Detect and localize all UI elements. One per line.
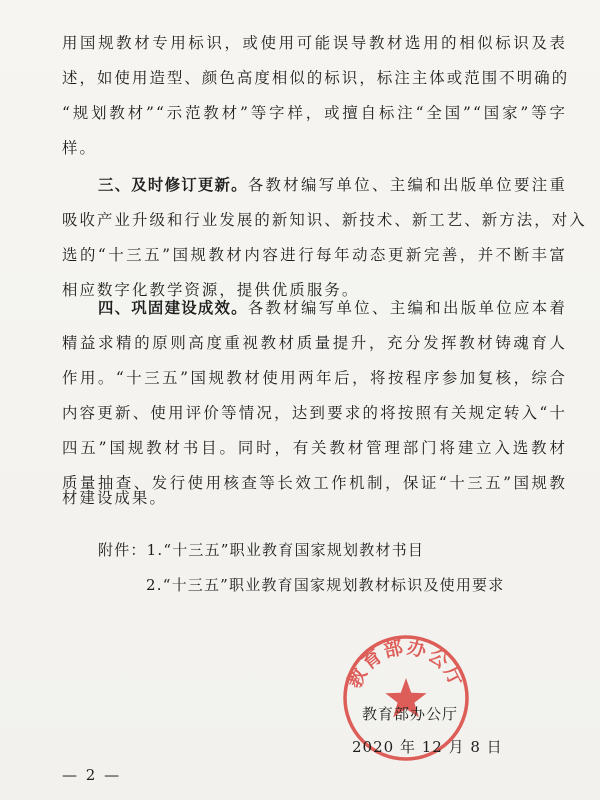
section-4-first-line (98, 298, 567, 318)
page-number: — 2 — (62, 766, 122, 784)
section-3-first-line (98, 175, 567, 195)
attachment-2 (146, 575, 504, 595)
issue-date: 2020 年 12 月 8 日 (352, 738, 503, 756)
seal-text: 教育部办公厅 (343, 636, 469, 692)
attachment-1 (98, 540, 424, 560)
paragraph-line: 相应数字化教学资源，提供优质服务。 (62, 281, 360, 299)
attachment-item: 2.“十三五”职业教育国家规划教材标识及使用要求 (146, 576, 505, 594)
section-3-text: 各教材编写单位、主编和出版单位要注重 (247, 176, 567, 194)
paragraph-line: “规划教材”“示范教材”等字样，或擅自标注“全国”“国家”等字 (62, 104, 567, 122)
attachment-item: 1.“十三五”职业教育国家规划教材书目 (146, 541, 425, 559)
paragraph-line: 内容更新、使用评价等情况，达到要求的将按照有关规定转入“十 (62, 404, 567, 422)
paragraph-line: 选的“十三五”国规教材内容进行每年动态更新完善，并不断丰富 (62, 246, 567, 264)
section-4-heading: 四、巩固建设成效。 (98, 299, 248, 317)
issuer-name: 教育部办公厅 (362, 705, 459, 723)
paragraph-line: 述，如使用造型、颜色高度相似的标识，标注主体或范围不明确的 (62, 69, 570, 87)
paragraph-line: 样。 (62, 139, 97, 157)
section-3-heading: 三、及时修订更新。 (98, 176, 248, 194)
section-4-text: 各教材编写单位、主编和出版单位应本着 (247, 299, 567, 317)
attachment-label: 附件： (98, 541, 147, 559)
paragraph-line: 用国规教材专用标识，或使用可能误导教材选用的相似标识及表 (62, 34, 567, 52)
paragraph-line: 材建设成果。 (62, 489, 167, 507)
paragraph-line: 质量抽查、发行使用核查等长效工作机制，保证“十三五”国规教 (62, 474, 567, 492)
paragraph-line: 作用。“十三五”国规教材使用两年后，将按程序参加复核，综合 (62, 369, 567, 387)
paragraph-line: 精益求精的原则高度重视教材质量提升，充分发挥教材铸魂育人 (62, 334, 567, 352)
paragraph-line: 吸收产业升级和行业发展的新知识、新技术、新工艺、新方法，对入 (62, 211, 587, 229)
paragraph-line: 四五”国规教材书目。同时，有关教材管理部门将建立入选教材 (62, 439, 567, 457)
